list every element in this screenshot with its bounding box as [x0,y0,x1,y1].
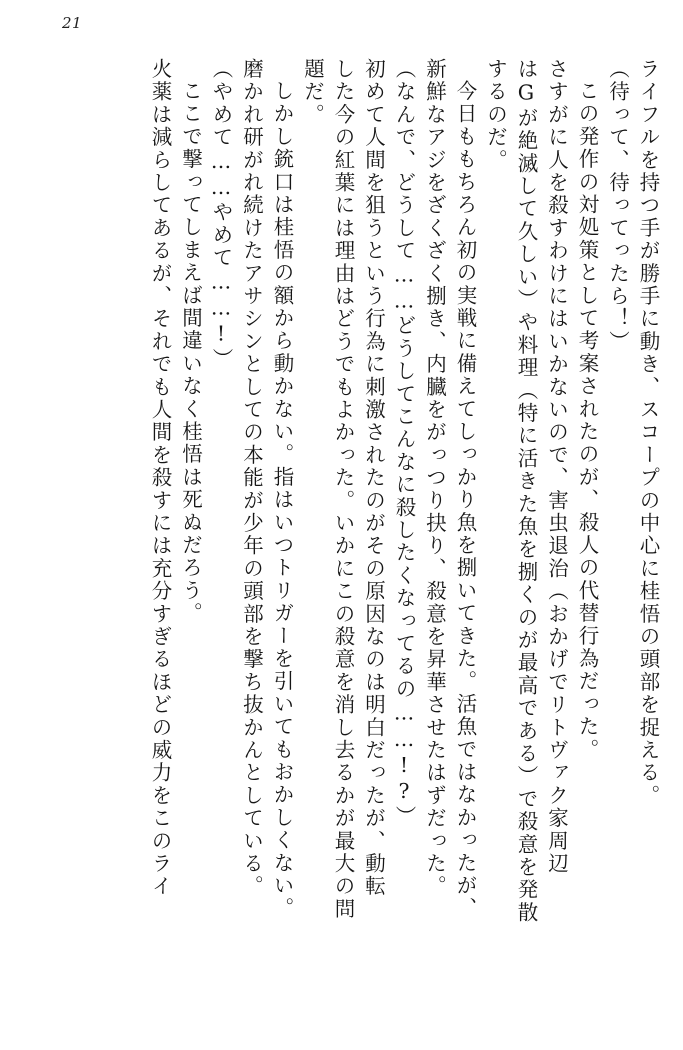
text-line: した今の紅葉には理由はどうでもよかった。いかにこの殺意を消し去るかが最大の問 [331,58,355,921]
text-line: （なんで、どうして……どうしてこんなに殺したくなってるの……!?） [392,58,416,829]
text-line: （やめて……やめて……!） [209,58,233,371]
text-line: 今日ももちろん初の実戦に備えてしっかり魚を捌いてきた。活魚ではなかったが、 [453,80,477,920]
text-line: しかし銃口は桂悟の額から動かない。指はいつトリガーを引いてもおかしくない。 [270,80,294,920]
text-line: ライフルを持つ手が勝手に動き、スコープの中心に桂悟の頭部を捉える。 [636,58,660,808]
text-line: 磨かれ研がれ続けたアサシンとしての本能が少年の頭部を撃ち抜かんとしている。 [239,58,264,898]
text-line: （待って、待ってったら！） [605,58,630,354]
text-line: さすがに人を殺すわけにはいかないので、害虫退治（おかげでリトヴァク家周辺 [544,58,569,876]
text-line: するのだ。 [483,58,508,172]
text-line: 初めて人間を狙うという行為に刺激されたのがその原因なのは明白だったが、動転 [361,58,386,898]
page-number: 21 [62,14,83,32]
text-line: 火薬は減らしてあるが、それでも人間を殺すには充分すぎるほどの威力をこのライ [148,58,172,898]
text-line: はGが絶滅して久しい）や料理（特に活きた魚を捌くのが最高である）で殺意を発散 [514,58,538,925]
text-line: ここで撃ってしまえば間違いなく桂悟は死ぬだろう。 [178,80,203,625]
text-line: この発作の対処策として考案されたのが、殺人の代替行為だった。 [575,80,599,761]
text-line: 題だ。 [300,58,325,127]
vertical-text-body [28,58,658,1026]
text-line: 新鮮なアジをざくざく捌き、内臓をがっつり抉り、殺意を昇華させたはずだった。 [422,58,447,898]
